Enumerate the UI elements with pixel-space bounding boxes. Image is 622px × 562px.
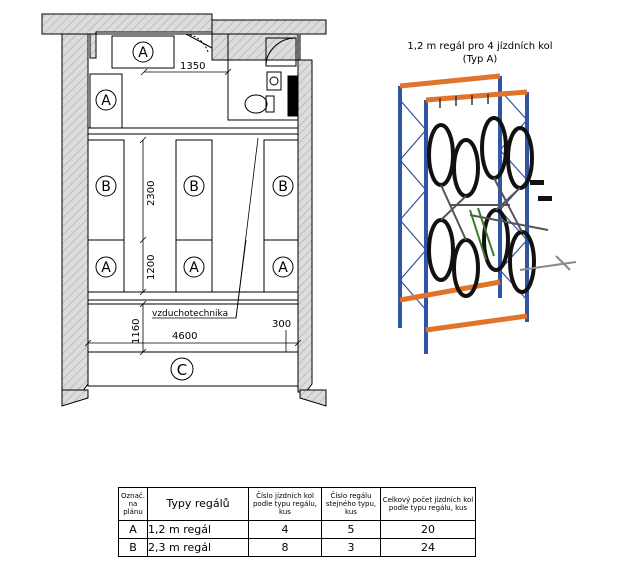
dim-1160: 1160	[131, 318, 142, 344]
dim-4600: 4600	[172, 331, 198, 342]
zone-a-label: A	[278, 260, 288, 276]
cell-type: 1,2 m regál	[148, 521, 249, 539]
table-row	[119, 521, 476, 539]
header-total-bikes: Celkový počet jízdních kol podle typu regálu, kus	[381, 488, 476, 521]
header-mark: Označ. na plánu	[119, 488, 148, 521]
zone-a-label: A	[138, 45, 148, 61]
dim-2300: 2300	[146, 180, 157, 206]
walls	[42, 14, 326, 406]
zone-b-label: B	[101, 179, 111, 195]
photo-caption	[380, 40, 580, 66]
dim-1350: 1350	[180, 61, 206, 72]
sink-icon	[267, 72, 281, 90]
cell-mark: B	[119, 539, 148, 557]
zone-b-label: B	[189, 179, 199, 195]
cell-racks: 5	[322, 521, 381, 539]
header-racks-same-type: Číslo regálu stejného typu, kus	[322, 488, 381, 521]
zone-c-label: C	[176, 361, 188, 379]
hvac-label: vzduchotechnika	[152, 309, 229, 319]
header-type: Typy regálů	[148, 488, 249, 521]
cell-total: 24	[381, 539, 476, 557]
cell-bikes: 4	[249, 521, 322, 539]
door-swing	[186, 34, 212, 48]
rack-block	[88, 140, 298, 304]
toilet-icon	[245, 95, 267, 113]
rack-illustration	[400, 76, 576, 354]
dim-300: 300	[272, 319, 292, 330]
zone-a-label: A	[101, 93, 111, 109]
left-wall	[62, 34, 88, 392]
cell-racks: 3	[322, 539, 381, 557]
header-bikes-per-type: Číslo jízdních kol podle typu regálu, kus	[249, 488, 322, 521]
bottom-wall-left	[62, 390, 88, 406]
photo-caption-line2: (Typ A)	[462, 54, 498, 65]
right-wall	[298, 60, 312, 392]
table-row	[119, 539, 476, 557]
cell-type: 2,3 m regál	[148, 539, 249, 557]
hvac-shaft	[288, 76, 298, 116]
zone-a-label: A	[189, 260, 199, 276]
cell-total: 20	[381, 521, 476, 539]
cell-mark: A	[119, 521, 148, 539]
zone-b-label: B	[278, 179, 288, 195]
rack-types-table	[118, 487, 476, 557]
dim-1200: 1200	[146, 254, 157, 280]
zone-a-label: A	[101, 260, 111, 276]
photo-caption-line1: 1,2 m regál pro 4 jízdních kol	[407, 41, 553, 52]
cell-bikes: 8	[249, 539, 322, 557]
hvac-leader	[152, 138, 258, 318]
bottom-wall-right	[300, 390, 326, 406]
